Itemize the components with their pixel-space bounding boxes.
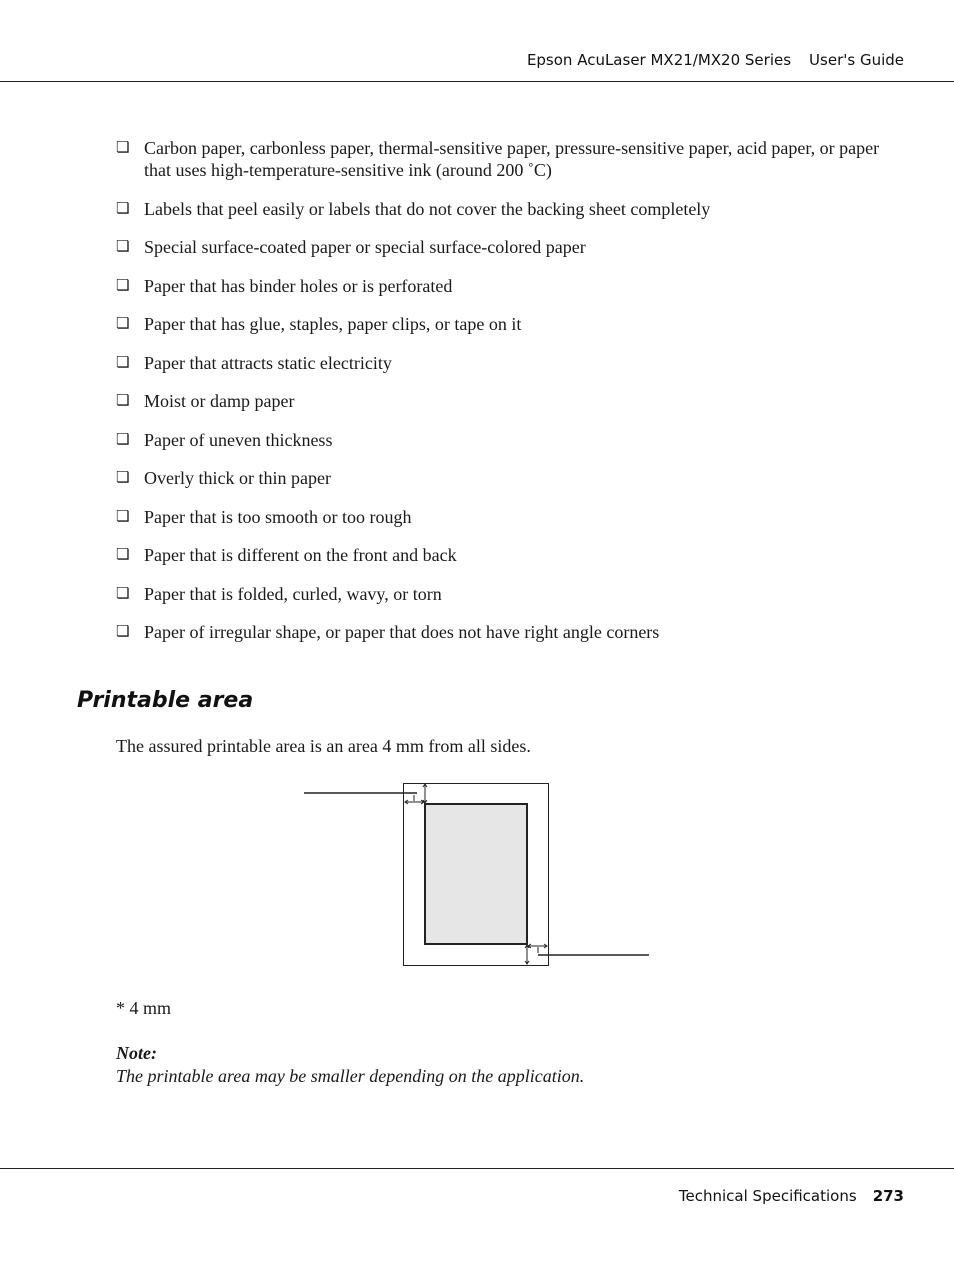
note-text: The printable area may be smaller depending on the application.	[116, 1066, 585, 1086]
printable-area	[425, 804, 527, 944]
list-item-text: Paper of irregular shape, or paper that does not have right angle corners	[144, 622, 660, 642]
header-guide: User's Guide	[809, 51, 904, 69]
list-item	[116, 621, 896, 643]
checkbox-bullet-icon: ❏	[116, 138, 130, 156]
checkbox-bullet-icon: ❏	[116, 391, 130, 409]
list-item-text: Paper that has binder holes or is perforated	[144, 275, 453, 296]
checkbox-bullet-icon: ❏	[116, 468, 130, 486]
list-item	[116, 506, 896, 528]
checkbox-bullet-icon: ❏	[116, 506, 130, 525]
footer-rule	[0, 1168, 954, 1169]
checkbox-bullet-icon: ❏	[116, 583, 130, 602]
printable-area-diagram	[300, 780, 660, 970]
section-title: Printable area	[77, 688, 254, 713]
list-item	[116, 467, 896, 489]
list-item	[116, 236, 896, 258]
checkbox-bullet-icon: ❏	[116, 237, 130, 255]
page-header	[0, 0, 954, 82]
checkbox-bullet-icon: ❏	[116, 198, 130, 217]
list-item	[116, 544, 896, 566]
list-item	[116, 429, 896, 451]
list-item-text: Overly thick or thin paper	[144, 468, 331, 488]
list-item	[116, 137, 896, 181]
note-label: Note:	[116, 1043, 157, 1063]
header-product: Epson AcuLaser MX21/MX20 Series	[526, 51, 792, 69]
unsuitable-paper-list	[116, 137, 896, 660]
footer-section: Technical Specifications	[678, 1187, 857, 1205]
checkbox-bullet-icon: ❏	[116, 352, 130, 371]
checkbox-bullet-icon: ❏	[116, 622, 130, 640]
list-item	[116, 390, 896, 412]
header-text	[527, 51, 904, 69]
page-footer	[679, 1187, 904, 1205]
list-item	[116, 352, 896, 374]
list-item-text: Special surface-coated paper or special surface-colored paper	[144, 237, 586, 257]
list-item-text: Paper that is folded, curled, wavy, or torn	[144, 583, 442, 604]
list-item	[116, 313, 896, 335]
list-item	[116, 275, 896, 297]
list-item-text: Paper that is different on the front and back	[144, 545, 457, 565]
list-item-text: Paper that is too smooth or too rough	[144, 506, 412, 527]
list-item-text: Paper of uneven thickness	[144, 429, 333, 450]
checkbox-bullet-icon: ❏	[116, 314, 130, 332]
list-item-text: Carbon paper, carbonless paper, thermal-sensitive paper, pressure-sensitive paper, acid paper, or paper that uses high-temperature-sensitive ink (around 200 ˚C)	[144, 138, 880, 180]
checkbox-bullet-icon: ❏	[116, 275, 130, 294]
list-item	[116, 583, 896, 605]
checkbox-bullet-icon: ❏	[116, 545, 130, 563]
list-item	[116, 198, 896, 220]
list-item-text: Paper that has glue, staples, paper clips, or tape on it	[144, 314, 522, 334]
list-item-text: Moist or damp paper	[144, 391, 295, 411]
list-item-text: Paper that attracts static electricity	[144, 352, 392, 373]
footnote: * 4 mm	[116, 998, 172, 1018]
checkbox-bullet-icon: ❏	[116, 429, 130, 448]
section-intro: The assured printable area is an area 4 mm from all sides.	[116, 736, 531, 756]
page-number: 273	[872, 1187, 904, 1205]
list-item-text: Labels that peel easily or labels that do not cover the backing sheet completely	[144, 198, 711, 219]
